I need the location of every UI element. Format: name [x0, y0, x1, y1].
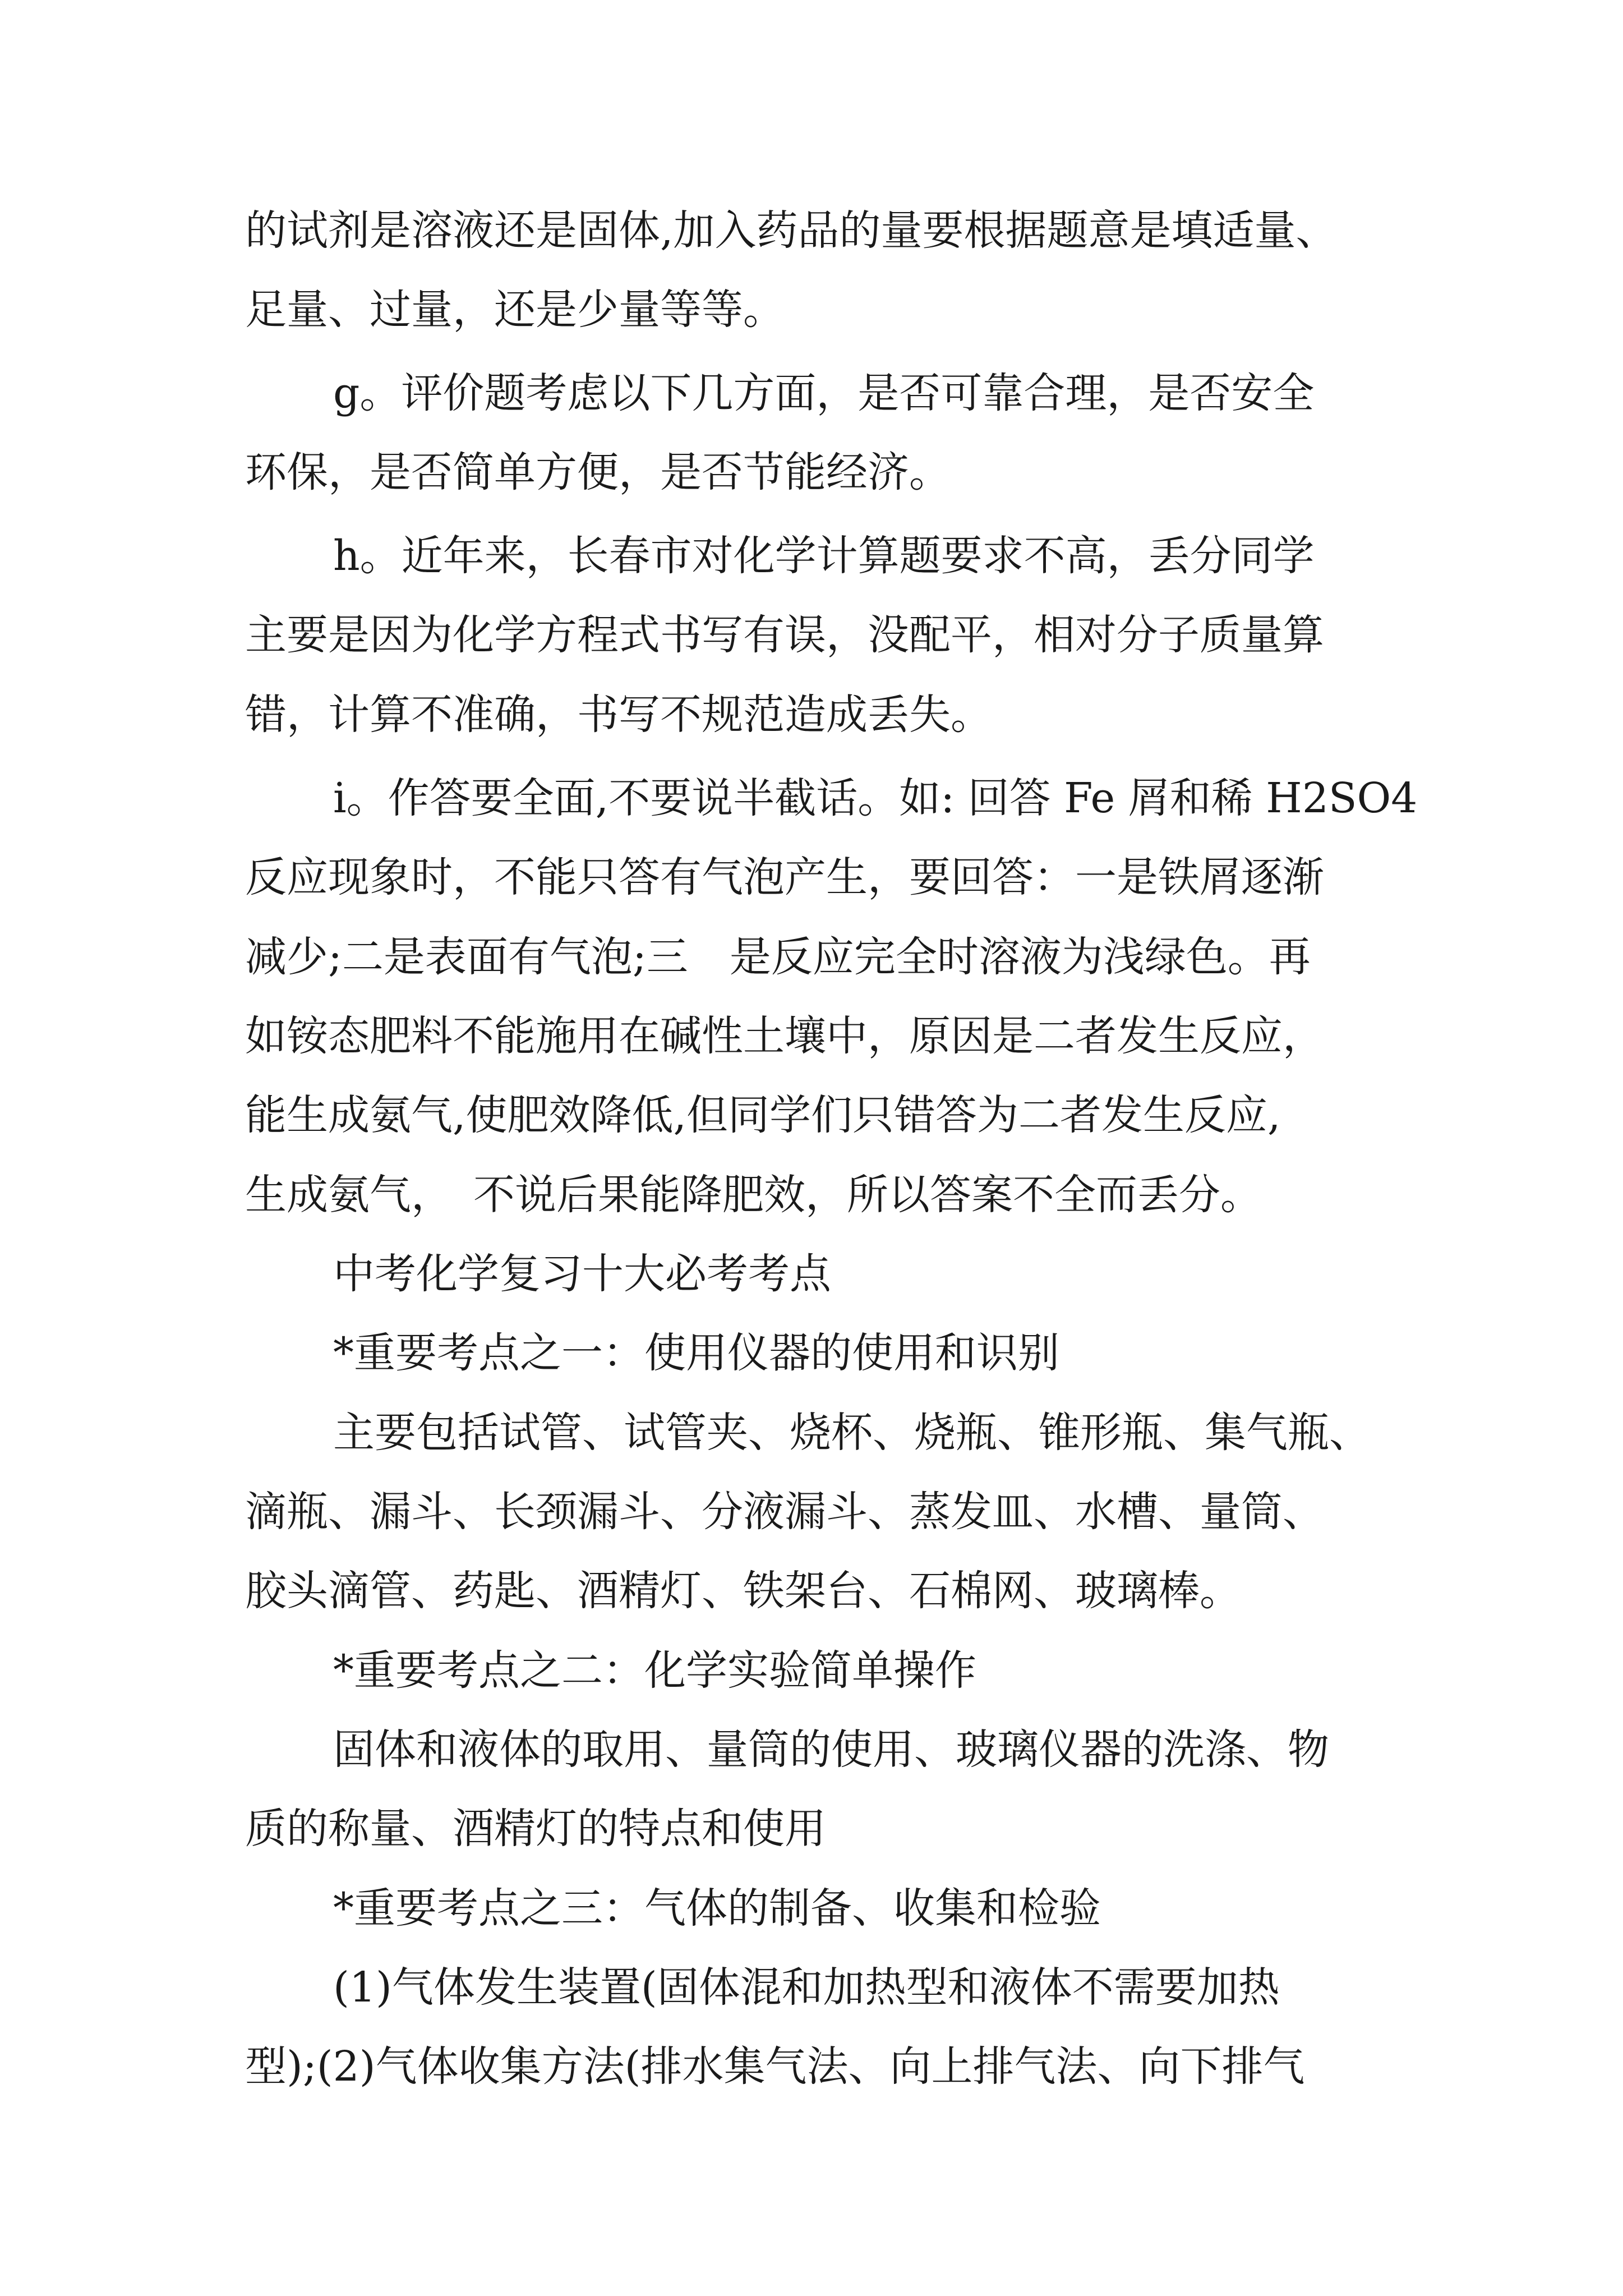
- text-line-1: 的试剂是溶液还是固体,加入药品的量要根据题意是填适量、: [245, 206, 1338, 255]
- text-line-10: 减少;二是表面有气泡;三 是反应完全时溶液为浅绿色。再: [245, 933, 1311, 981]
- text-line-16: 主要包括试管、试管夹、烧杯、烧瓶、锥形瓶、集气瓶、: [333, 1409, 1371, 1457]
- text-line-2: 足量、过量，还是少量等等。: [245, 286, 785, 334]
- text-line-23: (1)气体发生装置(固体混和加热型和液体不需要加热: [333, 1963, 1280, 2012]
- key-point-2-heading: *重要考点之二：化学实验简单操作: [333, 1646, 976, 1695]
- text-line-6: 主要是因为化学方程式书写有误，没配平，相对分子质量算: [245, 611, 1324, 659]
- key-point-1-heading: *重要考点之一：使用仪器的使用和识别: [333, 1329, 1059, 1377]
- text-line-13: 生成氨气， 不说后果能降肥效，所以答案不全而丢分。: [245, 1171, 1262, 1219]
- text-line-8: i。作答要全面,不要说半截话。如: 回答 Fe 屑和稀 H2SO4: [333, 774, 1418, 822]
- text-line-7: 错，计算不准确，书写不规范造成丢失。: [245, 691, 992, 739]
- text-line-24: 型);(2)气体收集方法(排水集气法、向上排气法、向下排气: [245, 2042, 1305, 2091]
- text-line-11: 如铵态肥料不能施用在碱性土壤中，原因是二者发生反应，: [245, 1012, 1324, 1060]
- text-line-4: 环保，是否简单方便，是否节能经济。: [245, 448, 951, 496]
- section-heading: 中考化学复习十大必考考点: [333, 1250, 831, 1298]
- text-line-18: 胶头滴管、药匙、酒精灯、铁架台、石棉网、玻璃棒。: [245, 1567, 1241, 1615]
- text-line-9: 反应现象时，不能只答有气泡产生，要回答：一是铁屑逐渐: [245, 853, 1324, 901]
- text-line-3: g。评价题考虑以下几方面，是否可靠合理，是否安全: [333, 369, 1315, 417]
- text-line-12: 能生成氨气,使肥效降低,但同学们只错答为二者发生反应,: [245, 1091, 1281, 1139]
- text-line-17: 滴瓶、漏斗、长颈漏斗、分液漏斗、蒸发皿、水槽、量筒、: [245, 1488, 1324, 1536]
- key-point-3-heading: *重要考点之三：气体的制备、收集和检验: [333, 1884, 1101, 1932]
- text-line-20: 固体和液体的取用、量筒的使用、玻璃仪器的洗涤、物: [333, 1726, 1329, 1774]
- text-line-5: h。近年来，长春市对化学计算题要求不高，丢分同学: [333, 532, 1315, 580]
- text-line-21: 质的称量、酒精灯的特点和使用: [245, 1805, 826, 1853]
